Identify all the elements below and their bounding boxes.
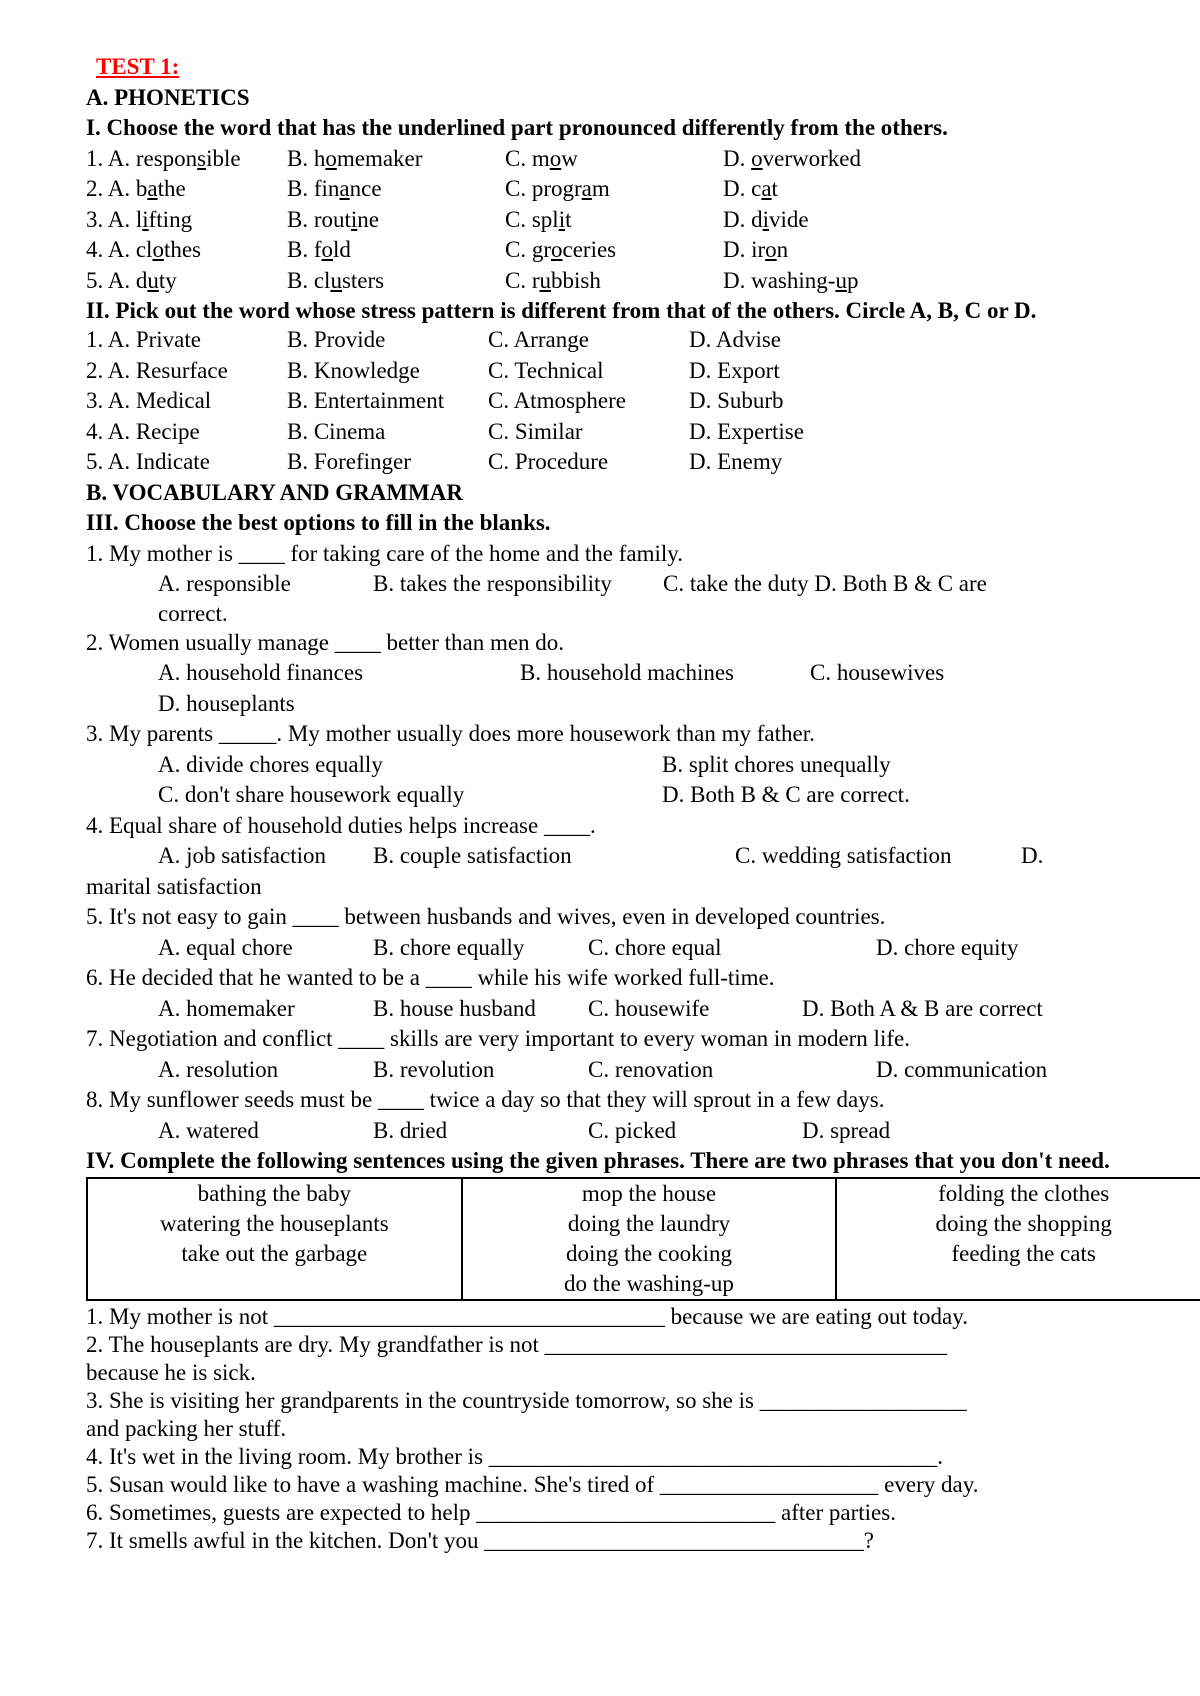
word-part: n [776,237,789,262]
underlined-letters: a [761,176,772,201]
part1-option-c[interactable] [505,266,723,297]
part3-instruction: III. Choose the best options to fill in the blanks. [86,510,551,535]
word-part: B. f [287,237,322,262]
fill-in-sentence-line: 1. My mother is not __________________________________ because we are eating out today. [86,1304,968,1329]
part1-option-c[interactable] [505,235,723,266]
word-part: ty [158,267,177,293]
phrase: bathing the baby [197,1181,351,1206]
underlined-letters: i [558,206,566,232]
part2-option-d[interactable]: D. Advise [689,327,781,352]
word-part: C. gr [505,237,551,262]
q8-option-b[interactable]: B. dried [373,1117,448,1143]
part2-option-b[interactable]: B. Cinema [287,418,386,444]
word-part: w [561,145,578,171]
word-part: C. r [505,267,540,293]
underlined-letters: i [142,206,149,232]
q3-option-c[interactable]: C. don't share housework equally [158,782,465,807]
underlined-letters: a [339,176,350,201]
word-part: ible [206,145,241,171]
word-part: nce [349,176,382,201]
q3-stem: 3. My parents _____. My mother usually does more housework than my father. [86,721,815,746]
q1-stem: 1. My mother is ____ for taking care of the home and the family. [86,540,683,566]
part2-option-c[interactable]: C. Atmosphere [488,388,626,413]
part1-option-a[interactable] [86,235,287,266]
word-part: the [157,176,186,201]
q4-option-d[interactable]: D. [1021,843,1044,868]
q1-options [86,569,1200,600]
underlined-letters: o [765,237,777,262]
word-part: verworked [762,145,861,171]
part1-option-a[interactable] [86,144,287,175]
word-part: m [591,176,610,201]
part2-option-c[interactable]: C. Technical [488,357,604,383]
word-part: fting [148,206,193,232]
q8-option-d[interactable]: D. spread [802,1117,891,1143]
part2-option-a[interactable]: 5. A. Indicate [86,449,210,474]
q7-option-b[interactable]: B. revolution [373,1056,495,1082]
word-part: A. d [107,267,148,293]
part2-option-a[interactable]: 3. A. Medical [86,388,212,413]
part4-instruction: IV. Complete the following sentences using the given phrases. There are two phrases that you don't need. [86,1148,1110,1173]
q3-options-cd [86,780,1200,811]
q3-options-ab [86,750,1200,781]
question-number: 1. [86,145,104,171]
phrase-column-3 [836,1178,1200,1300]
phrase: feeding the cats [951,1241,1096,1266]
part2-option-a[interactable]: 2. A. Resurface [86,357,228,383]
phrase: mop the house [581,1181,717,1206]
part2-option-b[interactable]: B. Entertainment [287,388,445,413]
word-part: C. spl [505,206,559,232]
word-part: ld [333,237,351,262]
underlined-letters: u [330,267,342,293]
phonetics-heading: A. PHONETICS [86,84,250,110]
q4-stem: 4. Equal share of household duties helps increase ____. [86,812,596,838]
word-part: C. progr [505,176,582,201]
phrase: doing the shopping [935,1211,1112,1236]
word-part: D. d [723,206,763,232]
part1-option-a[interactable] [86,205,287,236]
q1-option-cd[interactable]: C. take the duty D. Both B & C are [663,571,987,596]
part1-option-b[interactable] [287,205,505,236]
fill-in-sentence-line: because he is sick. [86,1360,256,1385]
word-part: D. [723,145,752,171]
part1-question-row [86,174,1200,205]
part2-option-c[interactable]: C. Similar [488,418,583,444]
word-part: C. m [505,145,550,171]
part2-option-d[interactable]: D. Enemy [689,449,783,474]
fill-in-sentence-line: 4. It's wet in the living room. My brother is _______________________________________. [86,1444,944,1469]
underlined-letters: i [762,206,770,232]
q4-options [86,841,1200,872]
part1-option-a[interactable] [86,174,287,205]
q2-option-d[interactable]: D. houseplants [158,690,295,716]
q5-option-a[interactable]: A. equal chore [158,934,293,960]
q4-option-wrap: marital satisfaction [86,873,262,899]
q6-options [86,994,1200,1025]
q8-option-c[interactable]: C. picked [588,1117,677,1143]
q8-option-a[interactable]: A. watered [158,1117,259,1143]
fill-in-sentence-line: 5. Susan would like to have a washing machine. She's tired of ___________________ every day. [86,1472,979,1497]
fill-in-sentence-line: 6. Sometimes, guests are expected to help __________________________ after parties. [86,1500,896,1525]
q5-stem: 5. It's not easy to gain ____ between husbands and wives, even in developed countries. [86,904,886,929]
q5-option-d[interactable]: D. chore equity [876,934,1019,960]
q5-option-c[interactable]: C. chore equal [588,934,722,960]
part2-questions [86,325,1200,478]
word-part: B. h [287,145,326,171]
part2-instruction: II. Pick out the word whose stress pattern is different from that of the others. Circle A, B, C or D. [86,298,1037,323]
q5-option-b[interactable]: B. chore equally [373,934,525,960]
word-part: A. b [107,176,148,201]
word-part: t [771,176,778,201]
part1-questions [86,144,1200,297]
underlined-letters: i [350,206,358,232]
part1-option-b[interactable] [287,174,505,205]
part1-option-d[interactable] [723,205,809,236]
part1-option-b[interactable] [287,235,505,266]
part1-option-c[interactable] [505,205,723,236]
q7-option-c[interactable]: C. renovation [588,1056,714,1082]
phrase-column-2 [462,1178,837,1300]
worksheet-page [86,52,1200,1555]
word-part: memaker [336,145,423,171]
q8-stem: 8. My sunflower seeds must be ____ twice a day so that they will sprout in a few days. [86,1087,885,1112]
fill-in-sentence-line: 7. It smells awful in the kitchen. Don't you _________________________________? [86,1528,874,1553]
underlined-letters: o [551,237,563,262]
phrase-column-1 [87,1178,462,1300]
q4-option-b[interactable]: B. couple satisfaction [373,843,572,868]
phrase: take out the garbage [181,1241,368,1266]
part2-option-d[interactable]: D. Suburb [689,388,784,413]
vocab-heading: B. VOCABULARY AND GRAMMAR [86,479,463,505]
part2-question-row [86,356,1200,387]
part2-question-row [86,447,1200,478]
q5-options [86,933,1200,964]
word-part: sters [341,267,385,293]
q2-option-a[interactable]: A. household finances [158,660,364,685]
part1-option-d[interactable] [723,235,788,266]
part1-option-b[interactable] [287,266,505,297]
q4-option-a[interactable]: A. job satisfaction [158,843,326,868]
phrase: do the washing-up [564,1271,734,1296]
underlined-letters: o [152,237,164,262]
part1-option-d[interactable] [723,266,858,297]
underlined-letters: u [835,267,847,293]
word-part: B. rout [287,206,351,232]
word-part: A. l [107,206,143,232]
underlined-letters: o [325,145,337,171]
word-part: D. washing- [723,267,836,293]
fill-in-sentence-line: 2. The houseplants are dry. My grandfather is not ___________________________________ [86,1332,948,1357]
part1-question-row [86,266,1200,297]
word-part: B. fin [287,176,340,201]
question-number: 2. [86,176,104,201]
underlined-letters: a [581,176,592,201]
underlined-letters: u [147,267,159,293]
fill-in-sentence-line: and packing her stuff. [86,1416,287,1441]
part2-option-d[interactable]: D. Export [689,357,780,383]
question-number: 3. [86,206,104,232]
part2-option-c[interactable]: C. Procedure [488,449,609,474]
part1-option-c[interactable] [505,144,723,175]
part2-option-b[interactable]: B. Provide [287,327,386,352]
q1-option-wrap: correct. [158,600,228,626]
part1-option-d[interactable] [723,174,778,205]
word-part: t [565,206,572,232]
part1-option-a[interactable] [86,266,287,297]
underlined-letters: o [549,145,562,171]
part1-question-row [86,235,1200,266]
q2-option-c[interactable]: C. housewives [810,660,945,685]
word-part: ceries [562,237,617,262]
q3-option-a[interactable]: A. divide chores equally [158,751,383,777]
word-part: B. cl [287,267,331,293]
q6-option-d[interactable]: D. Both A & B are correct [802,995,1043,1021]
phrase: watering the houseplants [159,1211,389,1236]
part2-question-row [86,325,1200,356]
underlined-letters: u [539,267,551,293]
phrase-box [86,1177,1200,1301]
q7-option-a[interactable]: A. resolution [158,1056,279,1082]
q3-option-b[interactable]: B. split chores unequally [662,751,891,777]
q2-options [86,658,1200,689]
part4-sentences [86,1303,1200,1555]
underlined-letters: a [147,176,158,201]
q2-option-b[interactable]: B. household machines [520,660,734,685]
part2-question-row [86,417,1200,448]
part2-option-b[interactable]: B. Forefinger [287,449,411,474]
word-part: D. ir [723,237,766,262]
q3-option-d[interactable]: D. Both B & C are correct. [662,782,910,807]
question-number: 5. [86,267,104,293]
test-title: TEST 1: [96,54,180,79]
part1-question-row [86,144,1200,175]
part2-option-b[interactable]: B. Knowledge [287,357,420,383]
part2-option-c[interactable]: C. Arrange [488,327,589,352]
q6-option-a[interactable]: A. homemaker [158,995,295,1021]
q1-option-a[interactable]: A. responsible [158,571,291,596]
part1-question-row [86,205,1200,236]
part2-option-a[interactable]: 4. A. Recipe [86,418,200,444]
phrase: doing the laundry [567,1211,731,1236]
part1-instruction: I. Choose the word that has the underlined part pronounced differently from the others. [86,115,948,140]
question-number: 4. [86,237,104,262]
q4-option-c[interactable]: C. wedding satisfaction [735,843,952,868]
underlined-letters: o [321,237,333,262]
part1-option-d[interactable] [723,144,861,175]
fill-in-sentence-line: 3. She is visiting her grandparents in the countryside tomorrow, so she is __________________ [86,1388,967,1413]
q6-option-b[interactable]: B. house husband [373,995,536,1021]
part1-option-c[interactable] [505,174,723,205]
word-part: D. c [723,176,762,201]
part1-option-b[interactable] [287,144,505,175]
word-part: thes [163,237,202,262]
phrase: doing the cooking [565,1241,733,1266]
q6-option-c[interactable]: C. housewife [588,995,710,1021]
q8-options [86,1116,1200,1147]
q6-stem: 6. He decided that he wanted to be a ____ while his wife worked full-time. [86,965,775,990]
q7-option-d[interactable]: D. communication [876,1056,1048,1082]
part2-option-d[interactable]: D. Expertise [689,418,804,444]
phrase: folding the clothes [938,1181,1110,1206]
word-part: ne [357,206,379,232]
word-part: A. cl [107,237,153,262]
word-part: bbish [551,267,601,293]
part2-option-a[interactable]: 1. A. Private [86,327,201,352]
q2-stem: 2. Women usually manage ____ better than men do. [86,629,565,655]
word-part: p [846,267,859,293]
part2-question-row [86,386,1200,417]
q7-options [86,1055,1200,1086]
word-part: A. respon [107,145,198,171]
q1-option-b[interactable]: B. takes the responsibility [373,571,612,596]
q7-stem: 7. Negotiation and conflict ____ skills are very important to every woman in modern life. [86,1026,910,1051]
underlined-letters: o [751,145,763,171]
underlined-letters: s [197,145,207,171]
word-part: vide [769,206,809,232]
